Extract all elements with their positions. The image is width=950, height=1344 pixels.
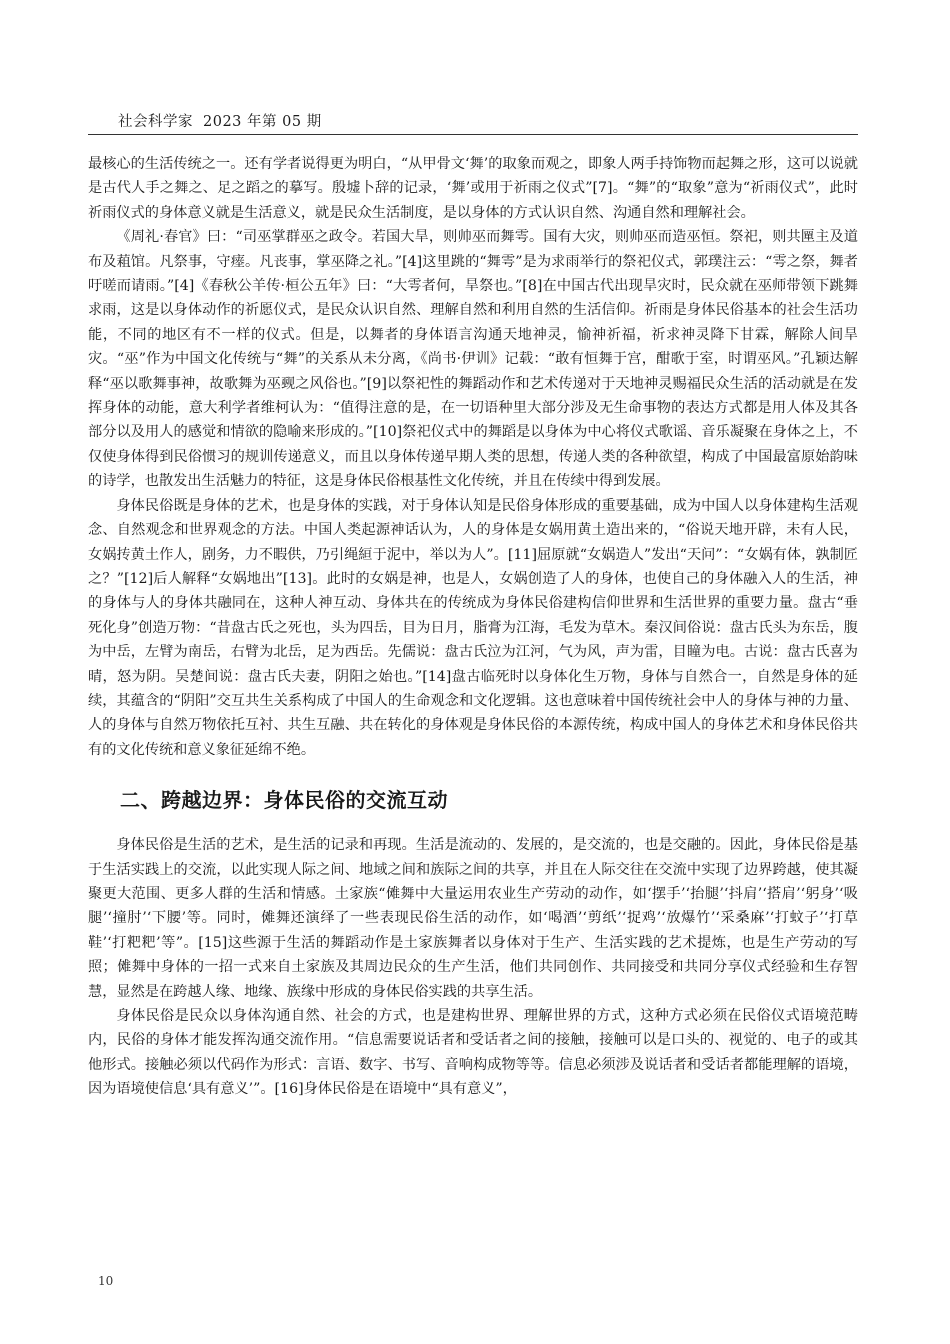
issue-label: 2023 年第 05 期 [203, 114, 322, 130]
journal-name: 社会科学家 [118, 114, 193, 130]
paragraph-4: 身体民俗是生活的艺术，是生活的记录和再现。生活是流动的、发展的，是交流的，也是交融的。因此，身体民俗是基于生活实践上的交流，以此实现人际之间、地域之间和族际之间的共享，并且在人际交往在交流中实现了边界跨越，使其凝聚更大范围、更多人群的生活和情感。土家族“傩舞中大量运用农业生产劳动的动作，如‘摆手’‘抬腿’‘抖肩’‘搭肩’‘躬身’‘吸腿’‘撞肘’‘下腰’等。同时，傩舞还演绎了一些表现民俗生活的动作，如‘喝酒’‘剪纸’‘捉鸡’‘放爆竹’‘采桑麻’‘打蚊子’‘打草鞋’‘打粑粑’等”。[15]这些源于生活的舞蹈动作是土家族舞者以身体对于生产、生活实践的艺术提炼，也是生产劳动的写照；傩舞中身体的一招一式来自土家族及其周边民众的生产生活，他们共同创作、共同接受和共同分享仪式经验和生存智慧，显然是在跨越人缘、地缘、族缘中形成的身体民俗实践的共享生活。 [88, 837, 858, 1000]
page-number: 10 [98, 1274, 114, 1288]
header-rule [88, 134, 858, 135]
section-heading: 二、跨越边界：身体民俗的交流互动 [120, 788, 448, 813]
paragraph-2: 《周礼·春官》曰：“司巫掌群巫之政令。若国大旱，则帅巫而舞雩。国有大灾，则帅巫而造巫恒。祭祀，则共匰主及道布及蒩馆。凡祭事，守瘗。凡丧事，掌巫降之礼。”[4]这里跳的“舞雩”是为求雨举行的祭祀仪式，郭璞注云：“雩之祭，舞者吁嗟而请雨。”[4]《春秋公羊传·桓公五年》曰：“大雩者何，旱祭也。”[8]在中国古代出现旱灾时，民众就在巫师带领下跳舞求雨，这是以身体动作的祈愿仪式，是民众认识自然、理解自然和利用自然的生活信仰。祈雨是身体民俗基本的社会生活功能，不同的地区有不一样的仪式。但是，以舞者的身体语言沟通天地神灵，愉神祈福，祈求神灵降下甘霖，解除人间旱灾。“巫”作为中国文化传统与“舞”的关系从未分离，《尚书·伊训》记载：“敢有恒舞于宫，酣歌于室，时谓巫风。”孔颖达解释“巫以歌舞事神，故歌舞为巫觋之风俗也。”[9]以祭祀性的舞蹈动作和艺术传递对于天地神灵赐福民众生活的活动就是在发挥身体的动能，意大利学者维柯认为：“值得注意的是，在一切语种里大部分涉及无生命事物的表达方式都是用人体及其各部分以及用人的感觉和情欲的隐喻来形成的。”[10]祭祀仪式中的舞蹈是以身体为中心将仪式歌谣、音乐凝聚在身体之上，不仅使身体得到民俗惯习的规训传递意义，而且以身体传递早期人类的思想，传递人类的各种欲望，构成了中国最富原始韵味的诗学，也散发出生活魅力的特征，这是身体民俗根基性文化传统，并且在传续中得到发展。 [88, 229, 858, 490]
paragraph-5: 身体民俗是民众以身体沟通自然、社会的方式，也是建构世界、理解世界的方式，这种方式必须在民俗仪式语境范畴内，民俗的身体才能发挥沟通交流作用。“信息需要说话者和受话者之间的接触，接触可以是口头的、视觉的、电子的或其他形式。接触必须以代码作为形式：言语、数字、书写、音响构成物等等。信息必须涉及说话者和受话者都能理解的语境，因为语境使信息‘具有意义’”。[16]身体民俗是在语境中“具有意义”， [88, 1008, 858, 1098]
paragraph-3: 身体民俗既是身体的艺术，也是身体的实践，对于身体认知是民俗身体形成的重要基础，成为中国人以身体建构生活观念、自然观念和世界观念的方法。中国人类起源神话认为，人的身体是女娲用黄土造出来的，“俗说天地开辟，未有人民，女娲抟黄土作人，剧务，力不暇供，乃引绳絙于泥中，举以为人”。[11]屈原就“女娲造人”发出“天问”：“女娲有体，孰制匠之？”[12]后人解释“女娲地出”[13]。此时的女娲是神，也是人，女娲创造了人的身体，也使自己的身体融入人的生活，神的身体与人的身体共融同在，这种人神互动、身体共在的传统成为身体民俗建构信仰世界和生活世界的重要力量。盘古“垂死化身”创造万物：“昔盘古氏之死也，头为四岳，目为日月，脂膏为江海，毛发为草木。秦汉间俗说：盘古氏头为东岳，腹为中岳，左臂为南岳，右臂为北岳，足为西岳。先儒说：盘古氏泣为江河，气为风，声为雷，目瞳为电。古说：盘古氏喜为晴，怒为阴。吴楚间说：盘古氏夫妻，阴阳之始也。”[14]盘古临死时以身体化生万物，身体与自然合一，自然是身体的延续，其蕴含的“阴阳”交互共生关系构成了中国人的生命观念和文化逻辑。这也意味着中国传统社会中人的身体与神的力量、人的身体与自然万物依托互衬、共生互融、共在转化的身体观是身体民俗的本源传统，构成中国人的身体艺术和身体民俗共有的文化传统和意义象征延绵不绝。 [88, 497, 858, 758]
running-header [118, 110, 322, 131]
paragraph-1: 最核心的生活传统之一。还有学者说得更为明白，“从甲骨文‘舞’的取象而观之，即象人两手持饰物而起舞之形，这可以说就是古代人手之舞之、足之蹈之的摹写。殷墟卜辞的记录，‘舞’或用于祈雨之仪式”[7]。“舞”的“取象”意为“祈雨仪式”，此时祈雨仪式的身体意义就是生活意义，就是民众生活制度，是以身体的方式认识自然、沟通自然和理解社会。 [88, 156, 858, 221]
article-body [88, 152, 858, 1102]
